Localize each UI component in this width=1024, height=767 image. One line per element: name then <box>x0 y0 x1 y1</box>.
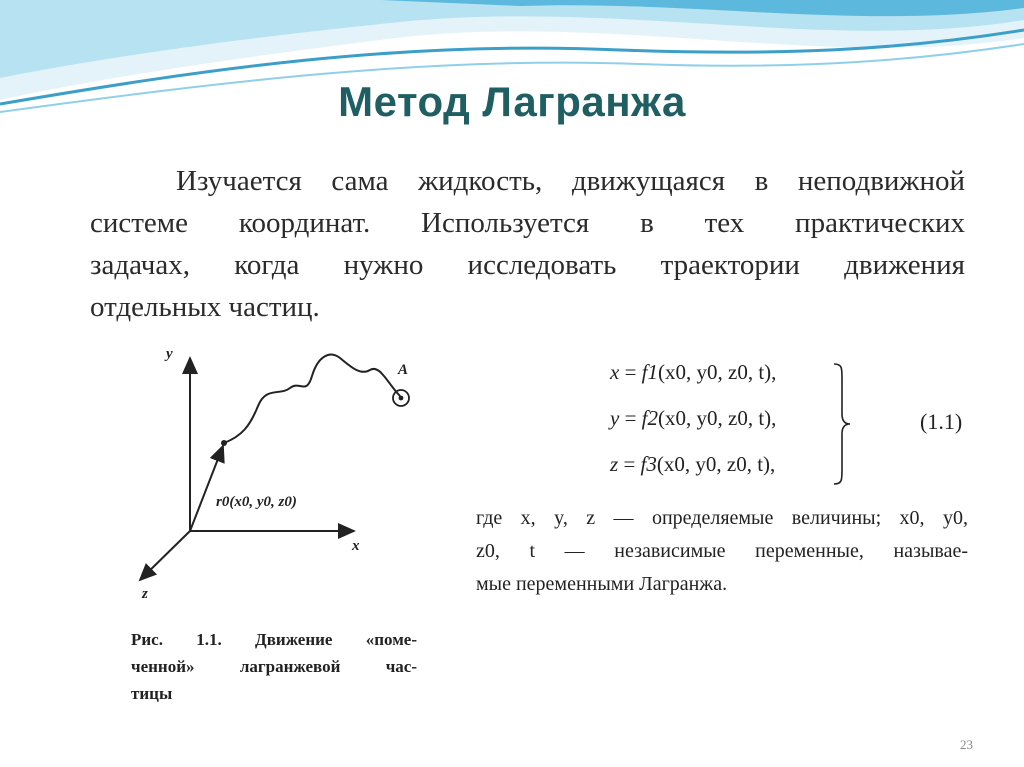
explanation-line: где x, y, z — определяемые величины; x0, y0, <box>476 507 968 529</box>
equation-args: (x0, y0, z0, t), <box>658 360 777 384</box>
equation-lhs: y <box>610 406 620 430</box>
equation-number: (1.1) <box>920 409 963 434</box>
z-axis-label: z <box>142 586 148 602</box>
trajectory-curve <box>224 355 400 443</box>
figure-caption <box>131 626 417 707</box>
particle-point <box>399 396 404 401</box>
paragraph-line: системе координат. Используется в тех практических <box>90 207 965 239</box>
equation-lhs: x <box>610 360 620 384</box>
explanation-line: z0, t — независимые переменные, называе- <box>476 540 968 562</box>
slide-title: Метод Лагранжа <box>338 78 686 125</box>
radius-vector-label: r0(x0, y0, z0) <box>216 494 297 510</box>
paragraph-line: Изучается сама жидкость, движущаяся в неподвижной <box>176 165 965 197</box>
x-axis-label: x <box>352 538 360 554</box>
z-axis <box>140 531 190 580</box>
intro-paragraph <box>90 160 965 328</box>
page-number: 23 <box>960 737 973 752</box>
trajectory-diagram <box>120 336 440 626</box>
equation-function: f3 <box>640 452 657 476</box>
equation-row-3: z = f3(x0, y0, z0, t), <box>610 452 776 476</box>
equation-function: f2 <box>641 406 659 430</box>
equation-block <box>460 336 980 604</box>
caption-line: Рис. 1.1. Движение «поме- <box>131 630 417 649</box>
paragraph-line: задачах, когда нужно исследовать траектории движения <box>90 249 965 281</box>
equation-explanation <box>476 502 968 601</box>
point-a-label: A <box>398 362 409 378</box>
paragraph-line: отдельных частиц. <box>90 291 320 323</box>
explanation-line: мые переменными Лагранжа. <box>476 573 728 595</box>
equation-args: (x0, y0, z0, t), <box>658 406 777 430</box>
right-brace-icon <box>832 362 852 486</box>
y-axis-label: y <box>166 346 173 362</box>
equation-row-1: x = f1(x0, y0, z0, t), <box>610 360 777 384</box>
caption-line: ченной» лагранжевой час- <box>131 657 417 676</box>
caption-line: тицы <box>131 684 173 703</box>
equation-lhs: z <box>610 452 619 476</box>
equation-row-2: y = f2(x0, y0, z0, t), <box>610 406 777 430</box>
radius-vector <box>190 446 223 531</box>
equation-args: (x0, y0, z0, t), <box>656 452 776 476</box>
equation-function: f1 <box>641 360 659 384</box>
